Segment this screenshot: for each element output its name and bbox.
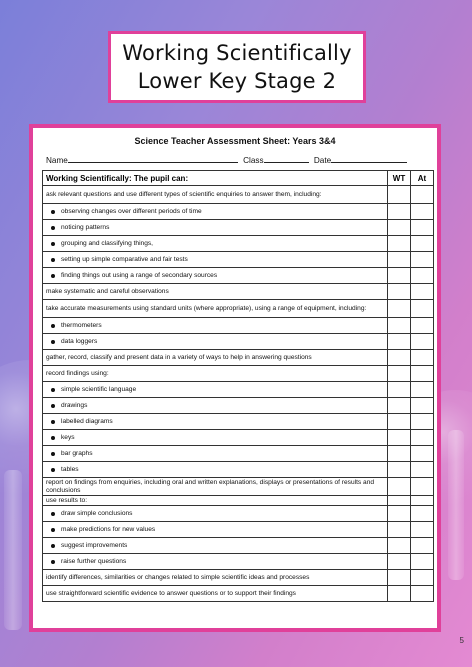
assessment-table	[42, 170, 434, 602]
wt-checkbox-cell[interactable]	[388, 318, 411, 334]
at-checkbox-cell[interactable]	[411, 220, 434, 236]
wt-checkbox-cell[interactable]	[388, 398, 411, 414]
title-line-1: Working Scientifically	[122, 41, 352, 65]
criterion-bullet-item: keys	[43, 430, 388, 446]
criterion-bullet-item: suggest improvements	[43, 538, 388, 554]
wt-checkbox-cell[interactable]	[388, 414, 411, 430]
criterion-bullet-item: draw simple conclusions	[43, 506, 388, 522]
wt-checkbox-cell[interactable]	[388, 366, 411, 382]
at-checkbox-cell[interactable]	[411, 204, 434, 220]
table-row	[43, 186, 434, 204]
criterion-bullet-item: finding things out using a range of secondary sources	[43, 268, 388, 284]
table-row	[43, 586, 434, 602]
criterion-text: report on findings from enquiries, including oral and written explanations, displays or presentations of results and conclusions	[43, 478, 388, 496]
table-row	[43, 204, 434, 220]
criterion-text: use straightforward scientific evidence to answer questions or to support their findings	[43, 586, 388, 602]
table-row	[43, 398, 434, 414]
table-row	[43, 334, 434, 350]
at-checkbox-cell[interactable]	[411, 554, 434, 570]
wt-checkbox-cell[interactable]	[388, 586, 411, 602]
table-row	[43, 430, 434, 446]
at-checkbox-cell[interactable]	[411, 478, 434, 496]
criterion-bullet-item: tables	[43, 462, 388, 478]
table-row	[43, 366, 434, 382]
wt-checkbox-cell[interactable]	[388, 268, 411, 284]
table-row	[43, 350, 434, 366]
table-row	[43, 220, 434, 236]
table-row	[43, 414, 434, 430]
wt-checkbox-cell[interactable]	[388, 478, 411, 496]
criterion-bullet-item: grouping and classifying things,	[43, 236, 388, 252]
at-checkbox-cell[interactable]	[411, 414, 434, 430]
table-row	[43, 538, 434, 554]
at-checkbox-cell[interactable]	[411, 334, 434, 350]
criterion-bullet-item: labelled diagrams	[43, 414, 388, 430]
header-bold: Working Scientifically:	[46, 173, 132, 183]
wt-checkbox-cell[interactable]	[388, 220, 411, 236]
criterion-bullet-item: data loggers	[43, 334, 388, 350]
criterion-text: record findings using:	[43, 366, 388, 382]
at-checkbox-cell[interactable]	[411, 570, 434, 586]
date-field[interactable]	[331, 154, 407, 163]
table-row	[43, 554, 434, 570]
date-label: Date	[313, 156, 332, 165]
at-checkbox-cell[interactable]	[411, 236, 434, 252]
wt-checkbox-cell[interactable]	[388, 506, 411, 522]
at-checkbox-cell[interactable]	[411, 318, 434, 334]
table-row	[43, 318, 434, 334]
table-row	[43, 300, 434, 318]
name-label: Name	[46, 156, 68, 165]
wt-checkbox-cell[interactable]	[388, 554, 411, 570]
criterion-text: make systematic and careful observations	[43, 284, 388, 300]
table-header-row	[43, 171, 434, 186]
at-checkbox-cell[interactable]	[411, 522, 434, 538]
at-checkbox-cell[interactable]	[411, 496, 434, 506]
criterion-bullet-item: setting up simple comparative and fair tests	[43, 252, 388, 268]
at-checkbox-cell[interactable]	[411, 586, 434, 602]
at-checkbox-cell[interactable]	[411, 506, 434, 522]
at-checkbox-cell[interactable]	[411, 398, 434, 414]
wt-checkbox-cell[interactable]	[388, 522, 411, 538]
table-row	[43, 446, 434, 462]
at-checkbox-cell[interactable]	[411, 430, 434, 446]
title-box	[108, 31, 366, 103]
background-test-tube	[4, 470, 22, 630]
table-row	[43, 496, 434, 506]
page-number: 5	[459, 636, 464, 645]
at-checkbox-cell[interactable]	[411, 300, 434, 318]
criterion-bullet-item: noticing patterns	[43, 220, 388, 236]
at-checkbox-cell[interactable]	[411, 538, 434, 554]
table-row	[43, 236, 434, 252]
criterion-bullet-item: drawings	[43, 398, 388, 414]
wt-checkbox-cell[interactable]	[388, 570, 411, 586]
wt-checkbox-cell[interactable]	[388, 186, 411, 204]
table-row	[43, 506, 434, 522]
header-at: At	[411, 171, 434, 186]
wt-checkbox-cell[interactable]	[388, 300, 411, 318]
table-row	[43, 284, 434, 300]
header-criteria	[43, 171, 388, 186]
table-row	[43, 478, 434, 496]
wt-checkbox-cell[interactable]	[388, 496, 411, 506]
at-checkbox-cell[interactable]	[411, 462, 434, 478]
at-checkbox-cell[interactable]	[411, 366, 434, 382]
criterion-text: use results to:	[43, 496, 388, 506]
sheet-heading: Science Teacher Assessment Sheet: Years 3&4	[134, 136, 336, 146]
wt-checkbox-cell[interactable]	[388, 462, 411, 478]
wt-checkbox-cell[interactable]	[388, 236, 411, 252]
at-checkbox-cell[interactable]	[411, 268, 434, 284]
wt-checkbox-cell[interactable]	[388, 284, 411, 300]
wt-checkbox-cell[interactable]	[388, 350, 411, 366]
table-row	[43, 522, 434, 538]
criterion-bullet-item: make predictions for new values	[43, 522, 388, 538]
criterion-bullet-item: simple scientific language	[43, 382, 388, 398]
header-wt: WT	[388, 171, 411, 186]
assessment-sheet	[29, 124, 441, 632]
header-rest: The pupil can:	[131, 173, 189, 183]
at-checkbox-cell[interactable]	[411, 350, 434, 366]
table-row	[43, 570, 434, 586]
criterion-bullet-item: bar graphs	[43, 446, 388, 462]
at-checkbox-cell[interactable]	[411, 382, 434, 398]
table-row	[43, 252, 434, 268]
wt-checkbox-cell[interactable]	[388, 538, 411, 554]
criterion-text: take accurate measurements using standard units (where appropriate), using a range of equipment, including:	[43, 300, 388, 318]
at-checkbox-cell[interactable]	[411, 252, 434, 268]
at-checkbox-cell[interactable]	[411, 284, 434, 300]
criterion-text: gather, record, classify and present data in a variety of ways to help in answering questions	[43, 350, 388, 366]
wt-checkbox-cell[interactable]	[388, 252, 411, 268]
title-line-2: Lower Key Stage 2	[137, 69, 337, 93]
class-label: Class	[243, 156, 264, 165]
criterion-bullet-item: thermometers	[43, 318, 388, 334]
table-row	[43, 268, 434, 284]
table-row	[43, 462, 434, 478]
wt-checkbox-cell[interactable]	[388, 382, 411, 398]
class-field[interactable]	[264, 154, 309, 163]
pupil-details	[46, 154, 427, 165]
wt-checkbox-cell[interactable]	[388, 204, 411, 220]
criterion-text: ask relevant questions and use different types of scientific enquiries to answer them, including:	[43, 186, 388, 204]
background-test-tube	[448, 430, 464, 580]
criterion-bullet-item: raise further questions	[43, 554, 388, 570]
criterion-bullet-item: observing changes over different periods of time	[43, 204, 388, 220]
at-checkbox-cell[interactable]	[411, 186, 434, 204]
at-checkbox-cell[interactable]	[411, 446, 434, 462]
name-field[interactable]	[68, 154, 238, 163]
wt-checkbox-cell[interactable]	[388, 446, 411, 462]
wt-checkbox-cell[interactable]	[388, 430, 411, 446]
criterion-text: identify differences, similarities or changes related to simple scientific ideas and processes	[43, 570, 388, 586]
wt-checkbox-cell[interactable]	[388, 334, 411, 350]
table-row	[43, 382, 434, 398]
